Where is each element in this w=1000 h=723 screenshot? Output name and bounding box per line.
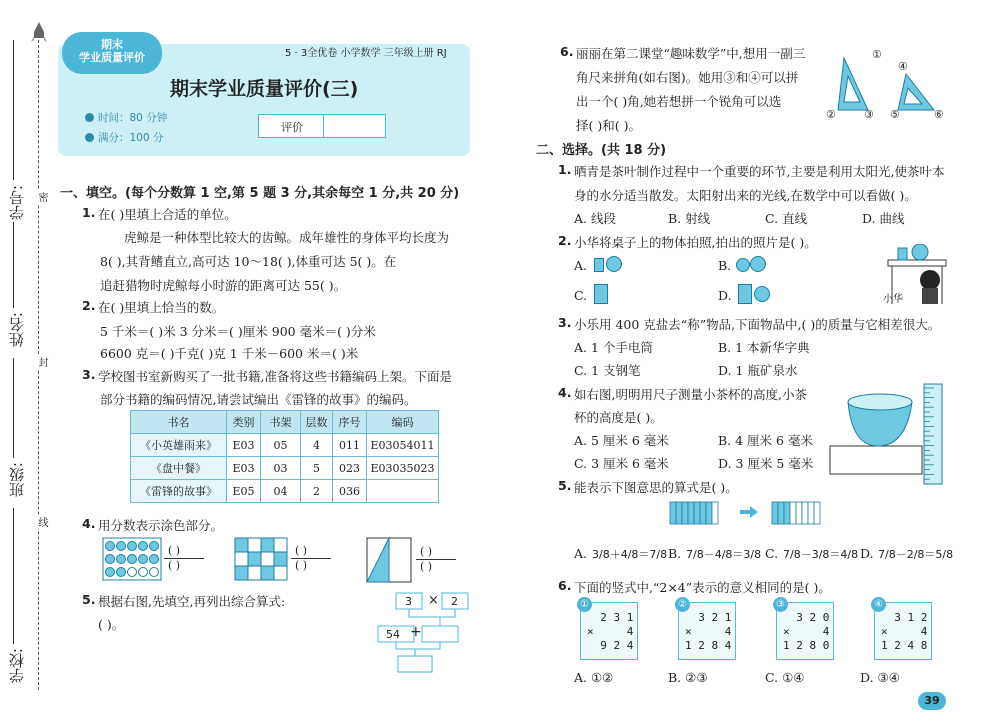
angle-label-2: ② xyxy=(826,108,836,121)
rocket-icon xyxy=(31,22,47,44)
c4-option-d[interactable]: D. 3 厘米 5 毫米 xyxy=(718,456,814,471)
answer-cell[interactable] xyxy=(367,480,439,503)
diagram-value-3: 3 xyxy=(405,595,412,608)
badge-line-1: 期末 xyxy=(101,38,123,51)
q2-text: 在( )里填上恰当的数。 xyxy=(98,300,225,315)
q6-line-2: 角尺来拼角(如右图)。她用③和④可以拼 xyxy=(576,70,799,85)
c5-option-a[interactable]: A. xyxy=(574,546,588,561)
c1-option-b[interactable]: B. 射线 xyxy=(668,211,711,226)
evaluation-box[interactable] xyxy=(258,114,386,138)
q4-number: 4. xyxy=(82,516,96,531)
c5-expr-d: 7/8－2/8＝5/8 xyxy=(878,548,954,561)
q5-text: 根据右图,先填空,再列出综合算式: xyxy=(98,594,286,609)
header-badge xyxy=(62,32,162,74)
time-info xyxy=(85,110,167,125)
table-cell: 04 xyxy=(261,480,301,503)
table-cell: 4 xyxy=(301,434,333,457)
table-row xyxy=(131,434,439,457)
col-header: 编码 xyxy=(367,411,439,434)
angle-label-5: ⑤ xyxy=(890,108,900,121)
table-cell: 03 xyxy=(261,457,301,480)
checker-figure xyxy=(234,537,288,581)
c4-option-c[interactable]: C. 3 厘米 6 毫米 xyxy=(574,456,669,471)
col-header: 书名 xyxy=(131,411,227,434)
col-header: 类别 xyxy=(227,411,261,434)
c4-option-a[interactable]: A. 5 厘米 6 毫米 xyxy=(574,433,669,448)
vertical-calc-2: ② 3 2 1 × 4 1 2 8 4 xyxy=(678,602,736,660)
q6-number: 6. xyxy=(560,44,574,59)
c4-line-1: 如右图,明明用尺子测量小茶杯的高度,小茶 xyxy=(574,387,807,402)
diagram-value-54: 54 xyxy=(386,628,400,641)
check-icon xyxy=(85,133,94,142)
fraction-blank-3[interactable]: ( ) ( ) xyxy=(416,545,456,573)
fraction-blank-2[interactable]: ( ) ( ) xyxy=(291,544,331,572)
shape-circle xyxy=(750,256,766,272)
q1-line-3: 追赶猎物时虎鲸每小时游的距离可达 55( )。 xyxy=(100,278,347,293)
section-2-title: 二、选择。(共 18 分) xyxy=(536,143,667,158)
c2-option-c[interactable]: C. xyxy=(574,288,588,303)
shape-rect xyxy=(594,284,608,304)
q1-line-2: 8( ),其背鳍直立,高可达 10～18( ),体重可达 5( )。在 xyxy=(100,254,397,269)
c6-option-d[interactable]: D. ③④ xyxy=(860,670,900,685)
cut-mark-1: 密 xyxy=(36,192,47,202)
student-no-label: 学号: xyxy=(8,185,26,221)
c5-expr-c: 7/8－3/8＝4/8 xyxy=(783,548,859,561)
c3-option-c[interactable]: C. 1 支钢笔 xyxy=(574,363,641,378)
angle-label-4: ④ xyxy=(898,60,908,73)
c2-number: 2. xyxy=(558,233,572,248)
q1-line-1: 虎鲸是一种体型比较大的齿鲸。成年雄性的身体平均长度为 xyxy=(124,230,450,245)
cup-ruler-figure xyxy=(828,380,946,488)
school-blank[interactable] xyxy=(13,508,14,644)
score-info xyxy=(85,130,163,145)
q5-number: 5. xyxy=(82,592,96,607)
table-header-row xyxy=(131,411,439,434)
angle-label-3: ③ xyxy=(864,108,874,121)
c5-text: 能表示下图意思的算式是( )。 xyxy=(574,480,738,495)
table-cell: E03 xyxy=(227,434,261,457)
c5-number: 5. xyxy=(558,478,572,493)
c3-option-a[interactable]: A. 1 个手电筒 xyxy=(574,340,653,355)
q2-line-2: 6600 克＝( )千克( )克 1 千米－600 米＝( )米 xyxy=(100,346,359,361)
angle-label-6: ⑥ xyxy=(934,108,944,121)
table-cell: 036 xyxy=(333,480,367,503)
c6-option-b[interactable]: B. ②③ xyxy=(668,670,708,685)
time-text: 时间：80 分钟 xyxy=(98,112,168,124)
circles-figure xyxy=(102,537,162,581)
c5-expr-a: 3/8＋4/8＝7/8 xyxy=(592,548,668,561)
table-cell: 023 xyxy=(333,457,367,480)
table-cell: 《雷锋的故事》 xyxy=(131,480,227,503)
c4-number: 4. xyxy=(558,385,572,400)
q6-line-3: 出一个( )角,她若想拼一个锐角可以选 xyxy=(576,94,782,109)
c1-option-a[interactable]: A. 线段 xyxy=(574,211,616,226)
class-label: 班级: xyxy=(8,462,26,498)
c2-option-d[interactable]: D. xyxy=(718,288,732,303)
c3-option-b[interactable]: B. 1 本新华字典 xyxy=(718,340,810,355)
q3-line-2: 部分书籍的编码情况,请尝试编出《雷锋的故事》的编码。 xyxy=(100,392,417,407)
c6-text: 下面的竖式中,“2×4”表示的意义相同的是( )。 xyxy=(574,580,831,595)
fraction-strip-figure xyxy=(668,496,858,530)
fraction-blank-1[interactable]: ( ) ( ) xyxy=(164,544,204,572)
vertical-calc-3: ③ 3 2 0 × 4 1 2 8 0 xyxy=(776,602,834,660)
c5-expr-b: 7/8－4/8＝3/8 xyxy=(686,548,762,561)
cut-mark-2: 封 xyxy=(36,357,47,367)
vertical-calc-1: ① 2 3 1 × 4 9 2 4 xyxy=(580,602,638,660)
score-text: 满分：100 分 xyxy=(98,132,164,144)
series-label: 5 · 3全优卷 小学数学 三年级上册 RJ xyxy=(285,48,447,59)
angle-label-1: ① xyxy=(872,48,882,61)
book-code-table xyxy=(130,410,439,503)
table-cell: 《小英雄雨来》 xyxy=(131,434,227,457)
triangle-figure xyxy=(366,537,412,583)
q2-line-1: 5 千米＝( )米 3 分米＝( )厘米 900 毫米＝( )分米 xyxy=(100,324,376,339)
q5-answer-blank[interactable]: ( )。 xyxy=(98,617,125,632)
shape-rect xyxy=(594,258,604,272)
table-row xyxy=(131,480,439,503)
table-cell: 2 xyxy=(301,480,333,503)
c1-option-d[interactable]: D. 曲线 xyxy=(862,211,905,226)
name-label: 姓名: xyxy=(8,312,26,348)
c3-number: 3. xyxy=(558,315,572,330)
diagram-value-2: 2 xyxy=(451,595,458,608)
cut-mark-3: 线 xyxy=(36,517,47,527)
table-cell: E03035023 xyxy=(367,457,439,480)
c5-option-b[interactable]: B. xyxy=(668,546,682,561)
c1-line-2: 身的水分适当散发。太阳射出来的光线,在数学中可以看做( )。 xyxy=(574,188,917,203)
shape-circle xyxy=(754,286,770,302)
person-label: 小华 xyxy=(883,294,903,305)
page-number: 39 xyxy=(918,692,946,710)
q4-text: 用分数表示涂色部分。 xyxy=(98,518,224,533)
q2-number: 2. xyxy=(82,298,96,313)
set-squares-figure xyxy=(828,50,948,122)
table-cell: 5 xyxy=(301,457,333,480)
c5-option-d[interactable]: D. xyxy=(860,546,874,561)
eval-label: 评价 xyxy=(281,121,303,134)
c4-line-2: 杯的高度是( )。 xyxy=(574,410,663,425)
vertical-calc-4: ④ 3 1 2 × 4 1 2 4 8 xyxy=(874,602,932,660)
c2-option-a[interactable]: A. xyxy=(574,258,588,273)
page-title: 期末学业质量评价(三) xyxy=(170,78,359,100)
q6-line-1: 丽丽在第二课堂“趣味数学”中,想用一副三 xyxy=(576,46,806,61)
col-header: 序号 xyxy=(333,411,367,434)
c6-option-c[interactable]: C. ①④ xyxy=(765,670,805,685)
badge-line-2: 学业质量评价 xyxy=(79,51,145,64)
col-header: 层数 xyxy=(301,411,333,434)
clock-icon xyxy=(85,113,94,122)
q1-text: 在( )里填上合适的单位。 xyxy=(98,207,237,222)
q1-number: 1. xyxy=(82,205,96,220)
table-row xyxy=(131,457,439,480)
class-blank[interactable] xyxy=(13,358,14,458)
c3-option-d[interactable]: D. 1 瓶矿泉水 xyxy=(718,363,798,378)
c1-option-c[interactable]: C. 直线 xyxy=(765,211,808,226)
section-1-title: 一、填空。(每个分数算 1 空,第 5 题 3 分,其余每空 1 分,共 20 分) xyxy=(60,186,460,201)
c2-text: 小华将桌子上的物体拍照,拍出的照片是( )。 xyxy=(574,235,817,250)
c1-line-1: 晒青是茶叶制作过程中一个重要的环节,主要是利用太阳光,使茶叶本 xyxy=(574,164,945,179)
name-blank[interactable] xyxy=(13,222,14,308)
c2-option-b[interactable]: B. xyxy=(718,258,732,273)
c3-text: 小乐用 400 克盐去“称”物品,下面物品中,( )的质量与它相差很大。 xyxy=(574,317,941,332)
q3-line-1: 学校图书室新购买了一批书籍,准备将这些书籍编码上架。下面是 xyxy=(98,369,452,384)
q3-number: 3. xyxy=(82,367,96,382)
table-cell: E05 xyxy=(227,480,261,503)
c4-option-b[interactable]: B. 4 厘米 6 毫米 xyxy=(718,433,813,448)
shape-circle xyxy=(736,258,750,272)
c6-option-a[interactable]: A. ①② xyxy=(574,670,614,685)
shape-rect xyxy=(738,284,752,304)
table-cell: 《盘中餐》 xyxy=(131,457,227,480)
table-cell: 011 xyxy=(333,434,367,457)
school-label: 学校: xyxy=(8,648,26,684)
table-cell: 05 xyxy=(261,434,301,457)
c6-number: 6. xyxy=(558,578,572,593)
c5-option-c[interactable]: C. xyxy=(765,546,779,561)
student-no-blank[interactable] xyxy=(13,40,14,180)
diagram-plus: + xyxy=(410,624,422,640)
table-cell: E03054011 xyxy=(367,434,439,457)
table-cell: E03 xyxy=(227,457,261,480)
q6-line-4: 择( )和( )。 xyxy=(576,118,641,133)
c1-number: 1. xyxy=(558,162,572,177)
shape-circle xyxy=(606,256,622,272)
col-header: 书架 xyxy=(261,411,301,434)
diagram-times: × xyxy=(428,593,439,608)
